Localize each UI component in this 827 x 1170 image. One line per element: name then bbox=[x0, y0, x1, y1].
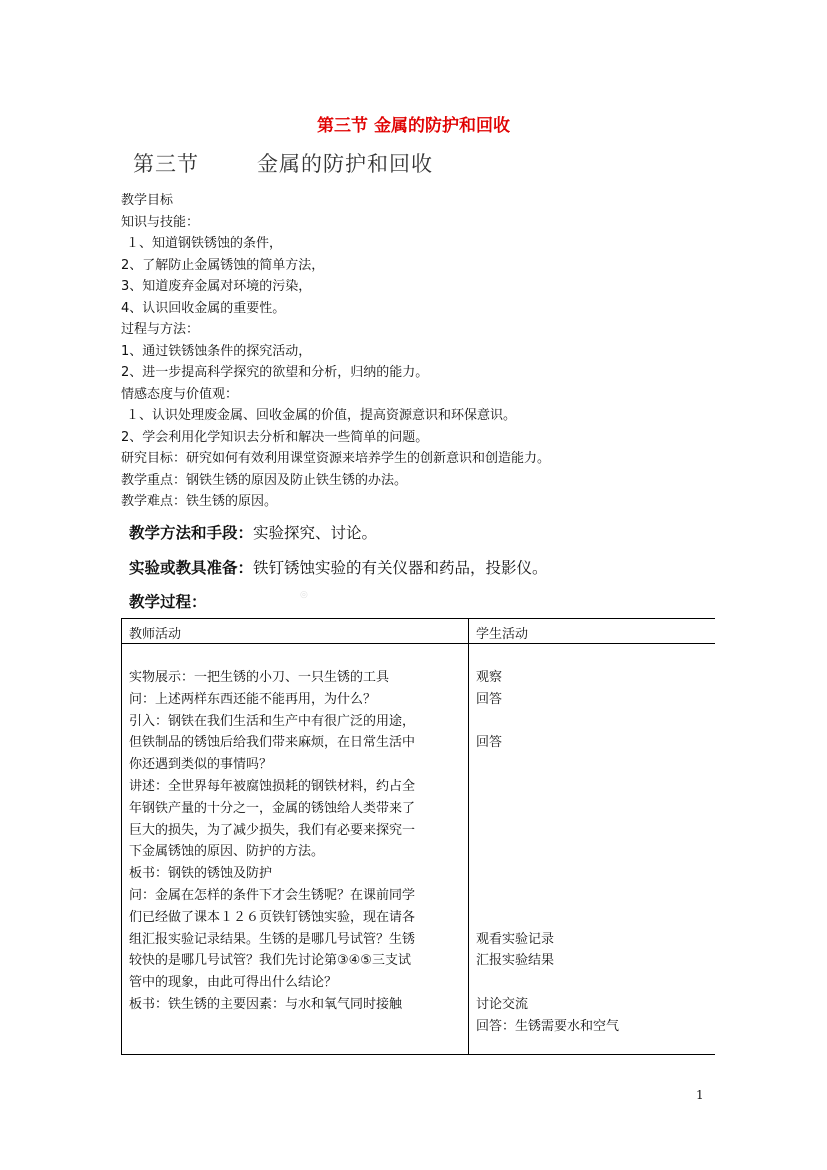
student-spacer bbox=[476, 863, 715, 885]
key-point: 教学重点：钢铁生锈的原因及防止铁生锈的办法。 bbox=[121, 472, 408, 488]
student-spacer bbox=[476, 776, 715, 798]
teacher-line: 问：上述两样东西还能不能再用，为什么？ bbox=[129, 691, 377, 707]
difficulty: 教学难点：铁生锈的原因。 bbox=[121, 494, 278, 509]
student-spacer bbox=[476, 841, 715, 863]
student-line: 观察 bbox=[476, 670, 503, 685]
student-line: 观看实验记录 bbox=[476, 931, 555, 947]
teacher-line: 你还遇到类似的事情吗？ bbox=[129, 757, 273, 773]
teacher-line: 引入：钢铁在我们生活和生产中有很广泛的用途， bbox=[129, 713, 416, 729]
methods-line bbox=[129, 521, 377, 543]
knowledge-item: １、知道钢铁锈蚀的条件， bbox=[126, 236, 283, 251]
watermark-mark: ◎ bbox=[300, 590, 308, 600]
teacher-line: 巨大的损失，为了减少损失，我们有必要来探究一 bbox=[129, 822, 416, 838]
teacher-line: 实物展示：一把生锈的小刀、一只生锈的工具 bbox=[129, 670, 390, 685]
knowledge-heading: 知识与技能： bbox=[121, 214, 200, 230]
heading-image bbox=[133, 148, 463, 178]
teacher-line: 管中的现象，由此可得出什么结论？ bbox=[129, 975, 338, 991]
emotion-item: １、认识处理废金属、回收金属的价值，提高资源意识和环保意识。 bbox=[126, 408, 517, 423]
teacher-line: 们已经做了课本１２６页铁钉锈蚀实验，现在请各 bbox=[129, 909, 416, 925]
equipment-line bbox=[129, 556, 548, 578]
teacher-line: 板书：铁生锈的主要因素：与水和氧气同时接触 bbox=[129, 996, 403, 1012]
table-row bbox=[122, 644, 716, 1055]
methods-value: 实验探究、讨论。 bbox=[253, 524, 378, 542]
student-spacer bbox=[476, 754, 715, 776]
student-line: 回答 bbox=[476, 691, 503, 707]
teacher-header: 教师活动 bbox=[122, 619, 469, 644]
student-activity-cell bbox=[469, 644, 716, 1055]
emotion-heading: 情感态度与价值观： bbox=[121, 386, 239, 402]
objectives-heading: 教学目标 bbox=[121, 193, 174, 208]
table-header-row bbox=[122, 619, 716, 644]
process-title: 教学过程： bbox=[129, 593, 207, 611]
teacher-line: 问：金属在怎样的条件下才会生锈呢？在课前同学 bbox=[129, 887, 416, 903]
teacher-line: 板书：钢铁的锈蚀及防护 bbox=[129, 866, 273, 882]
teacher-line: 较快的是哪几号试管？我们先讨论第③④⑤三支试 bbox=[129, 953, 411, 969]
knowledge-item: 4、认识回收金属的重要性。 bbox=[121, 300, 286, 316]
student-line: 讨论交流 bbox=[476, 996, 529, 1012]
teacher-line: 下金属锈蚀的原因、防护的方法。 bbox=[129, 844, 325, 860]
teacher-line: 讲述：全世界每年被腐蚀损耗的钢铁材料，约占全 bbox=[129, 778, 416, 794]
heading-image-part1: 第三节 bbox=[133, 152, 199, 176]
document-title: 第三节 金属的防护和回收 bbox=[317, 116, 510, 136]
student-header: 学生活动 bbox=[469, 619, 716, 644]
teacher-line: 组汇报实验记录结果。生锈的是哪几号试管？生锈 bbox=[129, 931, 416, 947]
emotion-item: 2、学会利用化学知识去分析和解决一些简单的问题。 bbox=[121, 429, 429, 445]
methods-label: 教学方法和手段： bbox=[129, 524, 254, 542]
process-item: 1、通过铁锈蚀条件的探究活动， bbox=[121, 343, 312, 359]
student-spacer bbox=[476, 907, 715, 929]
lesson-table bbox=[121, 618, 715, 1055]
student-spacer bbox=[476, 798, 715, 820]
equipment-label: 实验或教具准备： bbox=[129, 559, 254, 577]
student-line: 回答 bbox=[476, 735, 503, 751]
heading-image-part2: 金属的防护和回收 bbox=[257, 152, 433, 176]
knowledge-item: 2、了解防止金属锈蚀的简单方法， bbox=[121, 257, 325, 273]
student-spacer bbox=[476, 972, 715, 994]
page-number: 1 bbox=[696, 1088, 704, 1102]
equipment-value: 铁钉锈蚀实验的有关仪器和药品，投影仪。 bbox=[253, 559, 548, 577]
knowledge-item: 3、知道废弃金属对环境的污染， bbox=[121, 279, 312, 294]
student-spacer bbox=[476, 885, 715, 907]
teacher-line: 但铁制品的锈蚀后给我们带来麻烦，在日常生活中 bbox=[129, 735, 416, 751]
objectives-section bbox=[121, 190, 550, 513]
process-heading: 过程与方法： bbox=[121, 322, 200, 337]
teacher-activity-cell bbox=[122, 644, 469, 1055]
student-spacer bbox=[476, 711, 715, 733]
student-line: 回答：生锈需要水和空气 bbox=[476, 1018, 620, 1034]
student-line: 汇报实验结果 bbox=[476, 953, 555, 969]
student-spacer bbox=[476, 820, 715, 842]
process-item: 2、进一步提高科学探究的欲望和分析，归纳的能力。 bbox=[121, 365, 429, 380]
teacher-line: 年钢铁产量的十分之一，金属的锈蚀给人类带来了 bbox=[129, 800, 416, 816]
research-goal: 研究目标：研究如何有效利用课堂资源来培养学生的创新意识和创造能力。 bbox=[121, 451, 551, 466]
